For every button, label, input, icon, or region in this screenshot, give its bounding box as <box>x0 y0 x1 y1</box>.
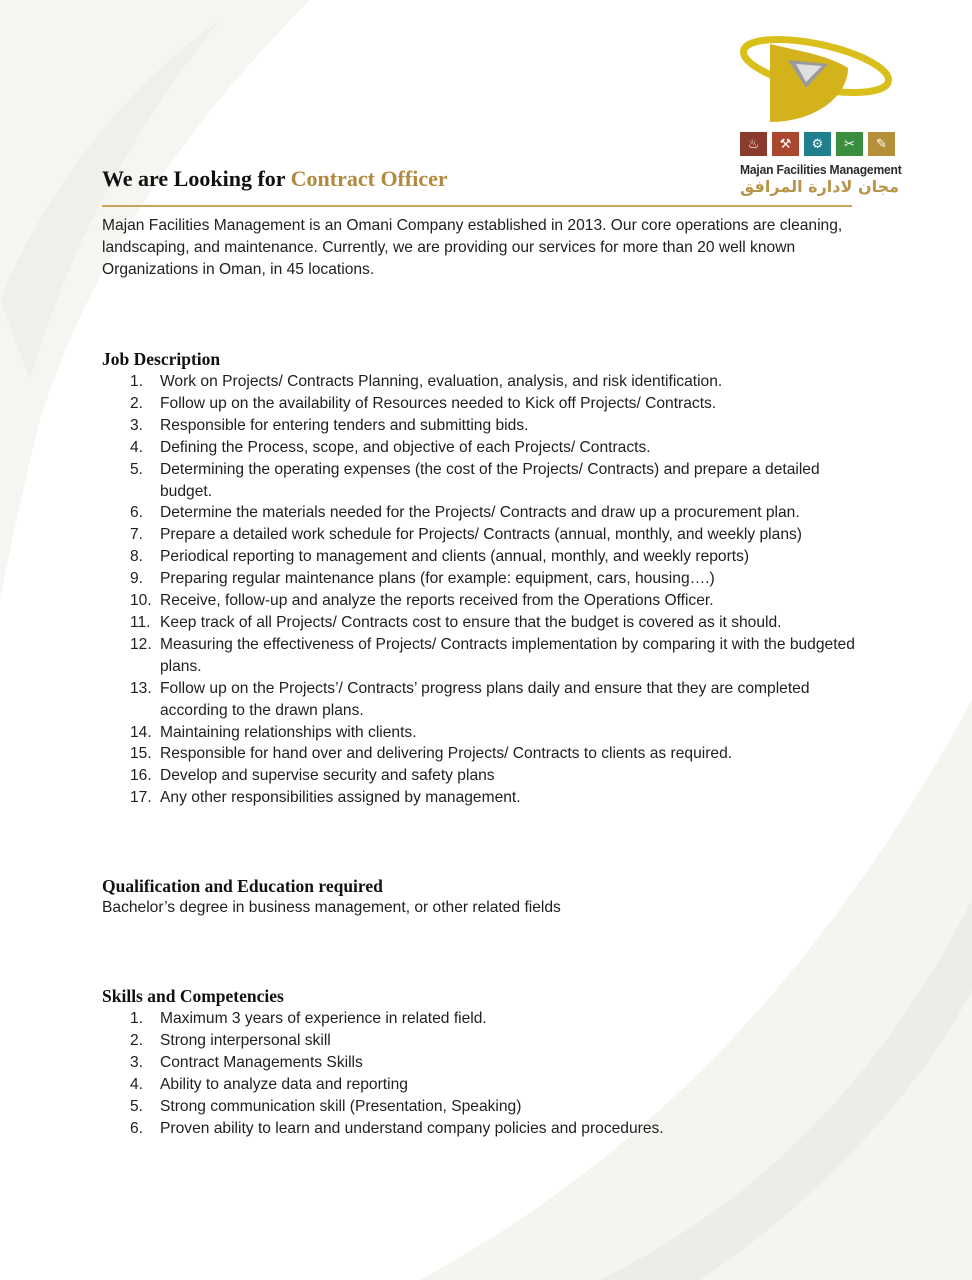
list-item-text: Develop and supervise security and safety plans <box>160 767 495 785</box>
list-item <box>102 1074 872 1096</box>
list-item-text: Contract Managements Skills <box>160 1053 363 1071</box>
list-item-text: Work on Projects/ Contracts Planning, evaluation, analysis, and risk identification. <box>160 373 723 390</box>
list-item-number: 6. <box>130 504 144 522</box>
logo-service-icons <box>740 132 895 156</box>
list-item-number: 13. <box>130 679 152 697</box>
list-item-number: 12. <box>130 635 152 653</box>
list-item <box>102 524 872 546</box>
list-item <box>102 437 872 459</box>
list-item-number: 1. <box>130 373 144 390</box>
list-item <box>102 612 872 634</box>
logo-emblem-icon <box>736 30 896 130</box>
list-item <box>102 1030 872 1052</box>
title-prefix: We are Looking for <box>102 166 286 191</box>
list-item-number: 15. <box>130 745 152 763</box>
list-item-number: 8. <box>130 548 144 566</box>
list-item-number: 4. <box>130 438 144 456</box>
logo-company-name: Majan Facilities Management <box>740 162 902 177</box>
list-item <box>102 787 872 809</box>
company-intro: Majan Facilities Management is an Omani Company established in 2013. Our core operations are cleaning, landscaping, and maintenance. Currently, we are providing our services for more than 20 well known Organizations in Oman, in 45 locations. <box>102 217 843 278</box>
list-item <box>102 393 872 415</box>
list-item-text: Maintaining relationships with clients. <box>160 723 417 741</box>
list-item-text: Periodical reporting to management and clients (annual, monthly, and weekly reports) <box>160 548 750 566</box>
list-item-text: Determine the materials needed for the Projects/ Contracts and draw up a procurement plan. <box>160 504 800 522</box>
list-item <box>102 546 872 568</box>
list-item-text: Ability to analyze data and reporting <box>160 1075 408 1093</box>
list-item-text: Strong communication skill (Presentation, Speaking) <box>160 1097 522 1115</box>
qualification-text: Bachelor’s degree in business management, or other related fields <box>102 899 561 916</box>
list-item <box>102 415 872 437</box>
list-item-text: Responsible for hand over and delivering Projects/ Contracts to clients as required. <box>160 745 733 763</box>
list-item <box>102 502 872 524</box>
tools-icon: ⚒ <box>772 132 799 156</box>
list-item <box>102 1052 872 1074</box>
list-item <box>102 1008 872 1030</box>
skills-list <box>102 1008 872 1139</box>
list-item <box>102 568 872 590</box>
job-description-list <box>102 371 872 809</box>
list-item-number: 9. <box>130 570 144 588</box>
list-item-number: 3. <box>130 1053 144 1071</box>
page-title <box>102 166 448 192</box>
list-item <box>102 1118 872 1140</box>
list-item-text: Maximum 3 years of experience in related field. <box>160 1010 487 1027</box>
list-item <box>102 634 872 678</box>
cleaning-icon: ♨ <box>740 132 767 156</box>
list-item-number: 5. <box>130 460 144 478</box>
list-item <box>102 1096 872 1118</box>
list-item-text: Receive, follow-up and analyze the reports received from the Operations Officer. <box>160 592 714 610</box>
list-item-text: Prepare a detailed work schedule for Projects/ Contracts (annual, monthly, and weekly plans) <box>160 526 802 544</box>
list-item-number: 5. <box>130 1097 144 1115</box>
list-item-number: 11. <box>130 613 151 631</box>
landscaping-icon: ✂ <box>836 132 863 156</box>
skills-heading: Skills and Competencies <box>102 986 284 1006</box>
list-item-number: 2. <box>130 394 144 412</box>
list-item-number: 14. <box>130 723 152 741</box>
list-item-number: 7. <box>130 526 144 544</box>
list-item <box>102 459 872 503</box>
title-divider <box>102 205 852 207</box>
list-item-number: 16. <box>130 767 152 785</box>
list-item-number: 4. <box>130 1075 144 1093</box>
list-item <box>102 371 872 393</box>
job-description-heading: Job Description <box>102 349 221 369</box>
list-item-text: Proven ability to learn and understand company policies and procedures. <box>160 1119 664 1137</box>
list-item-text: Any other responsibilities assigned by management. <box>160 789 521 807</box>
list-item-number: 17. <box>130 789 152 807</box>
list-item-number: 6. <box>130 1119 144 1137</box>
list-item-number: 3. <box>130 416 144 434</box>
list-item-text: Responsible for entering tenders and submitting bids. <box>160 416 529 434</box>
list-item-number: 2. <box>130 1031 144 1049</box>
title-position: Contract Officer <box>290 166 448 191</box>
list-item-number: 10. <box>130 592 152 610</box>
qualification-heading: Qualification and Education required <box>102 876 383 896</box>
list-item-text: Preparing regular maintenance plans (for example: equipment, cars, housing….) <box>160 570 715 588</box>
list-item <box>102 722 872 744</box>
painting-icon: ✎ <box>868 132 895 156</box>
list-item-text: Defining the Process, scope, and objective of each Projects/ Contracts. <box>160 438 651 456</box>
list-item <box>102 678 872 722</box>
list-item-text: Determining the operating expenses (the cost of the Projects/ Contracts) and prepare a detailed budget. <box>160 460 820 500</box>
list-item-text: Strong interpersonal skill <box>160 1031 331 1049</box>
list-item <box>102 743 872 765</box>
logo-arabic-name: مجان لادارة المرافق <box>740 177 900 196</box>
list-item-text: Follow up on the Projects’/ Contracts’ progress plans daily and ensure that they are completed according to the drawn plans. <box>160 679 810 719</box>
plumbing-icon: ⚙ <box>804 132 831 156</box>
list-item-text: Follow up on the availability of Resources needed to Kick off Projects/ Contracts. <box>160 394 717 412</box>
list-item <box>102 765 872 787</box>
company-logo <box>736 30 906 200</box>
list-item-text: Keep track of all Projects/ Contracts cost to ensure that the budget is covered as it should. <box>160 613 782 631</box>
list-item <box>102 590 872 612</box>
list-item-text: Measuring the effectiveness of Projects/ Contracts implementation by comparing it with the budgeted plans. <box>160 635 855 675</box>
list-item-number: 1. <box>130 1010 144 1027</box>
